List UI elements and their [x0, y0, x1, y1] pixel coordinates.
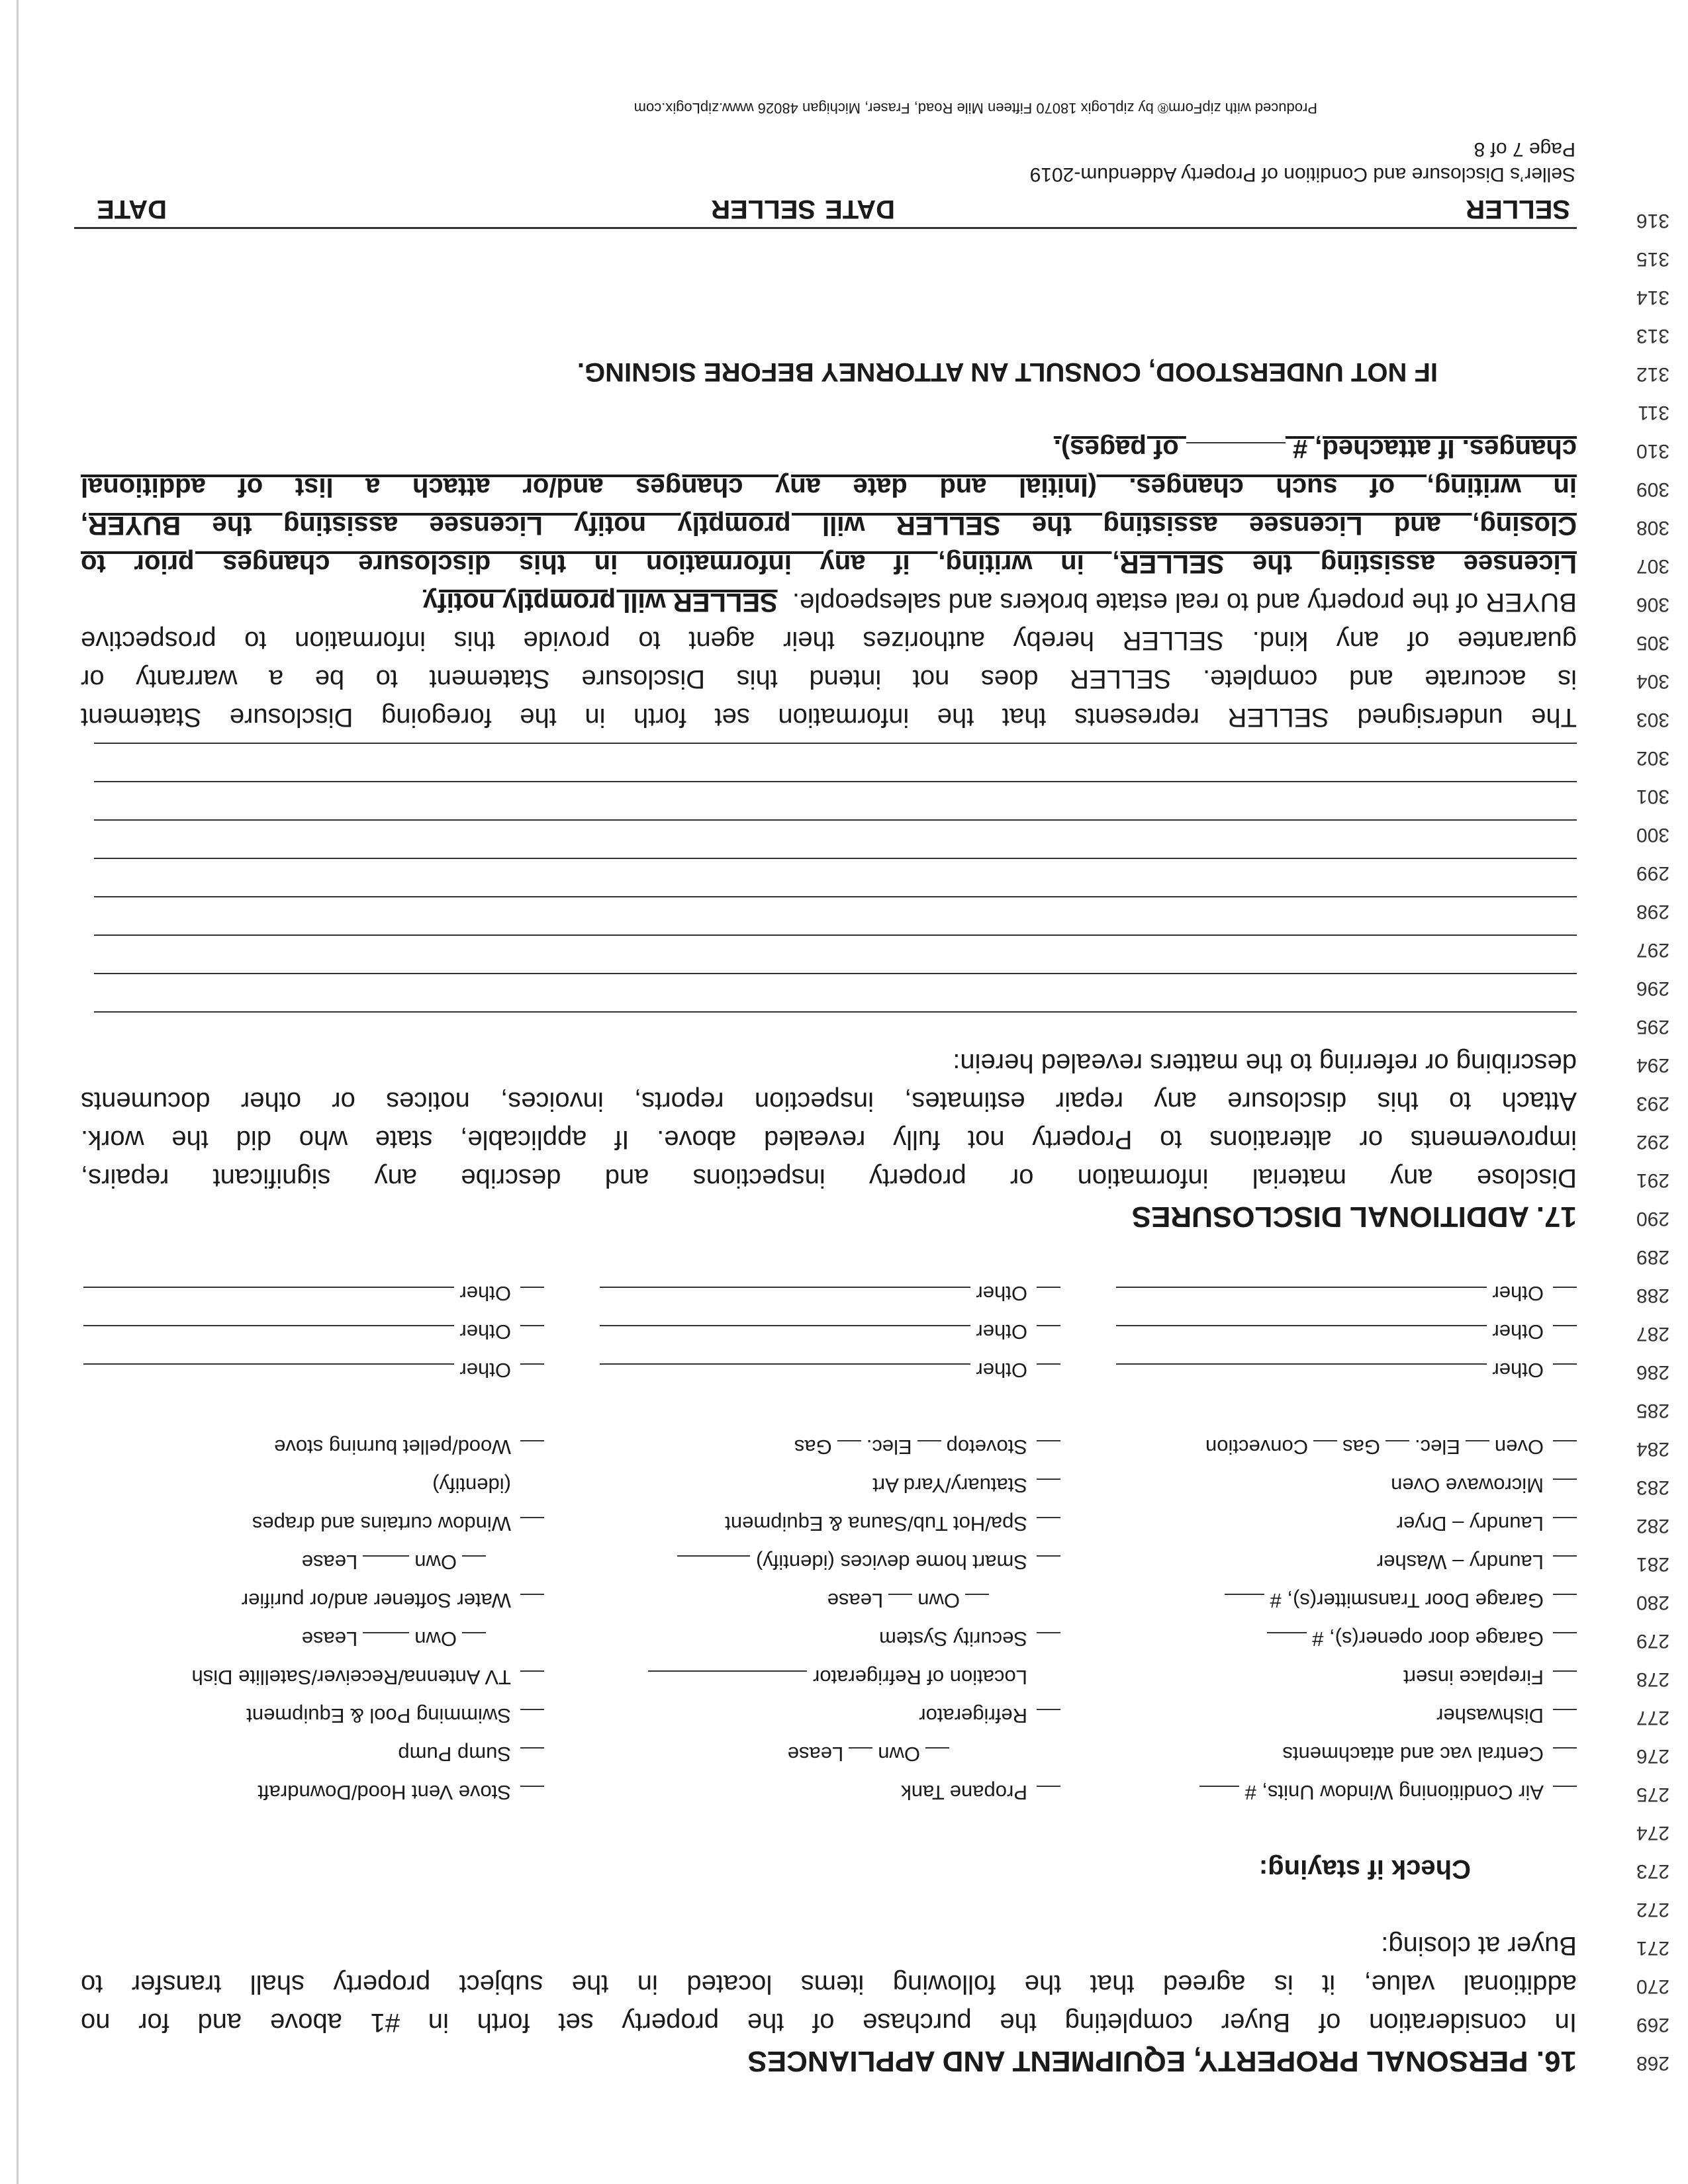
checkbox-other[interactable] — [520, 1363, 544, 1387]
date-label: DATE — [825, 195, 895, 224]
line-number: 295 — [1636, 1016, 1669, 1038]
line-273 — [81, 1848, 1669, 1886]
line-293 — [81, 1080, 1669, 1118]
line-number: 270 — [1636, 1976, 1669, 1997]
line-number: 308 — [1636, 517, 1669, 539]
checkbox-other[interactable] — [520, 1287, 544, 1310]
item-label: Own — [414, 1551, 457, 1574]
item-label: Laundry – Washer — [1376, 1551, 1544, 1574]
line-277 — [81, 1694, 1669, 1733]
line-number: 301 — [1636, 786, 1669, 807]
line-number: 302 — [1636, 747, 1669, 769]
item-label: Convection — [1205, 1435, 1309, 1459]
attorney-warning: IF NOT UNDERSTOOD, CONSULT AN ATTORNEY BEFORE SIGNING. — [577, 357, 1438, 387]
line-number: 269 — [1636, 2014, 1669, 2036]
line-number: 287 — [1636, 1323, 1669, 1345]
page-number: Page 7 of 8 — [1474, 138, 1575, 160]
item-label: Propane Tank — [901, 1781, 1027, 1804]
line-284 — [81, 1426, 1669, 1464]
line-number: 283 — [1636, 1477, 1669, 1498]
checkbox-central-vac[interactable] — [1553, 1747, 1577, 1771]
item-label: Lease — [301, 1627, 358, 1651]
item-label: Air Conditioning Window Units, # — [1244, 1781, 1544, 1804]
checkbox-wood-stove[interactable] — [520, 1440, 544, 1464]
checkbox-refrigerator[interactable] — [1037, 1709, 1060, 1733]
item-label: Statuary/Yard Art — [872, 1474, 1027, 1497]
item-label: Refrigerator — [919, 1704, 1027, 1727]
line-number: 284 — [1636, 1438, 1669, 1460]
item-label: TV Antenna/Receiver/Satellite Dish — [191, 1666, 511, 1689]
checkbox-garage-opener[interactable] — [1553, 1632, 1577, 1656]
statement-text-part: BUYER of the property and to real estate brokers and salespeople. — [792, 588, 1577, 617]
item-label: Oven — [1494, 1435, 1544, 1459]
checkbox-ac-units[interactable] — [1553, 1786, 1577, 1809]
line-number: 306 — [1636, 594, 1669, 615]
checkbox-lease[interactable] — [363, 1632, 409, 1656]
item-label: Other — [1492, 1359, 1544, 1382]
line-309 — [81, 466, 1669, 504]
checkbox-stovetop[interactable] — [1037, 1440, 1060, 1464]
item-label: Fireplace insert — [1403, 1666, 1544, 1689]
statement-bold-text — [81, 432, 1577, 466]
line-number: 303 — [1636, 709, 1669, 731]
line-number: 276 — [1636, 1745, 1669, 1767]
line-number: 293 — [1636, 1093, 1669, 1115]
disclosure-write-line[interactable] — [94, 973, 1577, 974]
checkbox-washer[interactable] — [1553, 1555, 1577, 1579]
item-label: Elec. — [866, 1435, 912, 1459]
line-number: 298 — [1636, 901, 1669, 923]
disclosure-write-line[interactable] — [94, 896, 1577, 897]
checkbox-other[interactable] — [1553, 1287, 1577, 1310]
checkbox-security-system[interactable] — [1037, 1632, 1060, 1656]
attached-pages-field[interactable] — [1186, 442, 1286, 466]
line-299 — [81, 850, 1669, 888]
line-number: 297 — [1636, 939, 1669, 961]
checkbox-gas[interactable] — [1385, 1440, 1409, 1464]
item-label: Gas — [794, 1435, 832, 1459]
line-304 — [81, 658, 1669, 696]
checkbox-gas[interactable] — [837, 1440, 861, 1464]
checkbox-lease[interactable] — [888, 1594, 912, 1617]
checkbox-propane-tank[interactable] — [1037, 1786, 1060, 1809]
line-278 — [81, 1656, 1669, 1694]
attached-label-end: of pages). — [1053, 434, 1179, 463]
line-287 — [81, 1310, 1669, 1349]
smart-home-identify-field[interactable] — [677, 1555, 750, 1579]
other-field[interactable] — [83, 1363, 454, 1387]
line-number: 307 — [1636, 555, 1669, 577]
checkbox-lease[interactable] — [849, 1747, 872, 1771]
checkbox-lease[interactable] — [363, 1555, 409, 1579]
item-label: Microwave Oven — [1391, 1474, 1544, 1497]
item-label: Other — [1492, 1282, 1544, 1305]
line-number: 285 — [1636, 1400, 1669, 1422]
refrigerator-location-field[interactable] — [648, 1670, 807, 1694]
line-276 — [81, 1733, 1669, 1771]
item-label: Stovetop — [946, 1435, 1027, 1459]
checkbox-other[interactable] — [1037, 1287, 1060, 1310]
line-number: 316 — [1636, 210, 1669, 232]
check-if-staying-title: Check if staying: — [1258, 1854, 1471, 1884]
disclosure-write-line[interactable] — [94, 743, 1577, 744]
section-17-text: Attach to this disclosure any repair estimates, inspection reports, invoices, notices or other documents — [81, 1087, 1577, 1116]
section-17-text: describing or referring to the matters revealed herein: — [953, 1048, 1577, 1077]
line-282 — [81, 1502, 1669, 1541]
ac-units-count-field[interactable] — [1199, 1786, 1239, 1809]
other-field[interactable] — [1116, 1287, 1487, 1310]
line-279 — [81, 1617, 1669, 1656]
other-field[interactable] — [1116, 1363, 1487, 1387]
other-field[interactable] — [83, 1325, 454, 1349]
item-label: Sump Pump — [398, 1743, 511, 1766]
line-268 — [81, 2040, 1669, 2078]
line-number: 280 — [1636, 1592, 1669, 1614]
checkbox-tv-antenna[interactable] — [520, 1670, 544, 1694]
item-label: (identify) — [432, 1474, 511, 1497]
section-16-heading: 16. PERSONAL PROPERTY, EQUIPMENT AND APPLIANCES — [747, 2045, 1577, 2077]
line-number: 274 — [1636, 1822, 1669, 1844]
checkbox-other[interactable] — [1037, 1325, 1060, 1349]
line-number: 279 — [1636, 1630, 1669, 1652]
statement-bold-text: Closing, and Licensee assisting the SELLER will promptly notify Licensee assisting the BUYER, — [81, 511, 1577, 540]
item-label: Laundry – Dryer — [1396, 1512, 1544, 1535]
item-label: Security System — [879, 1627, 1027, 1651]
checkbox-other[interactable] — [520, 1325, 544, 1349]
checkbox-own[interactable] — [925, 1747, 949, 1771]
line-number: 290 — [1636, 1208, 1669, 1230]
item-label: Lease — [301, 1551, 358, 1574]
statement-text: is accurate and complete. SELLER does not intend this Disclosure Statement to be a warranty or — [81, 664, 1577, 694]
line-number: 313 — [1636, 325, 1669, 347]
disclosure-write-line[interactable] — [94, 1011, 1577, 1013]
checkbox-sump-pump[interactable] — [520, 1747, 544, 1771]
line-number: 310 — [1636, 440, 1669, 462]
checkbox-other[interactable] — [1553, 1325, 1577, 1349]
section-16-text: In consideration of Buyer completing the purchase of the property set forth in #1 above and for no — [81, 2008, 1577, 2037]
item-label: Location of Refrigerator — [813, 1666, 1027, 1689]
checkbox-other[interactable] — [1553, 1363, 1577, 1387]
section-16-text: additional value, it is agreed that the following items located in the subject property shall transfer to — [81, 1970, 1577, 1999]
date-label: DATE — [97, 195, 167, 224]
line-number: 286 — [1636, 1361, 1669, 1383]
item-label: Own — [414, 1627, 457, 1651]
item-label: Other — [976, 1320, 1027, 1343]
line-number: 275 — [1636, 1784, 1669, 1805]
checkbox-own[interactable] — [462, 1632, 486, 1656]
checkbox-own[interactable] — [965, 1594, 989, 1617]
line-316 — [81, 197, 1669, 236]
line-number: 268 — [1636, 2052, 1669, 2074]
item-label: Spa/Hot Tub/Sauna & Equipment — [725, 1512, 1027, 1535]
line-number: 292 — [1636, 1131, 1669, 1153]
line-number: 300 — [1636, 824, 1669, 846]
producer-footer: Produced with zipForm® by zipLogix 18070 Fifteen Mile Road, Fraser, Michigan 48026 www.zipLogix.com — [633, 100, 1317, 116]
other-field[interactable] — [1116, 1325, 1487, 1349]
line-275 — [81, 1771, 1669, 1809]
item-label: Water Softener and/or purifier — [241, 1589, 511, 1612]
section-17-text: Disclose any material information or property inspections and describe any significant repairs, — [81, 1163, 1577, 1193]
line-number: 304 — [1636, 670, 1669, 692]
line-288 — [81, 1272, 1669, 1310]
line-311 — [81, 389, 1669, 428]
item-label: Other — [976, 1359, 1027, 1382]
section-16-text: Buyer at closing: — [1381, 1931, 1577, 1960]
checkbox-dryer[interactable] — [1553, 1517, 1577, 1541]
line-312 — [81, 351, 1669, 389]
line-307 — [81, 543, 1669, 581]
line-number: 291 — [1636, 1169, 1669, 1191]
line-number: 278 — [1636, 1668, 1669, 1690]
checkbox-other[interactable] — [1037, 1363, 1060, 1387]
line-271 — [81, 1925, 1669, 1963]
line-number: 272 — [1636, 1899, 1669, 1921]
line-310 — [81, 428, 1669, 466]
item-label: Lease — [827, 1589, 884, 1612]
line-number: 277 — [1636, 1707, 1669, 1729]
line-298 — [81, 888, 1669, 927]
item-label: Dishwasher — [1436, 1704, 1544, 1727]
line-302 — [81, 735, 1669, 773]
disclosure-write-line[interactable] — [94, 858, 1577, 859]
line-285 — [81, 1387, 1669, 1426]
statement-bold-text: in writing, of such changes. (Initial and date any changes and/or attach a list of additional — [81, 473, 1577, 502]
signature-line[interactable] — [74, 227, 1577, 229]
line-315 — [81, 236, 1669, 274]
item-label: Stove Vent Hood/Downdraft — [258, 1781, 511, 1804]
item-label: Lease — [787, 1743, 844, 1766]
item-label: Gas — [1342, 1435, 1380, 1459]
scan-edge — [17, 0, 19, 2184]
other-field[interactable] — [83, 1287, 454, 1310]
statement-bold-text: Licensee assisting the SELLER, in writing, if any information in this disclosure changes prior to — [81, 549, 1577, 578]
checkbox-convection[interactable] — [1313, 1440, 1337, 1464]
checkbox-fireplace-insert[interactable] — [1553, 1670, 1577, 1694]
line-280 — [81, 1579, 1669, 1617]
line-296 — [81, 965, 1669, 1003]
line-number: 294 — [1636, 1054, 1669, 1076]
line-305 — [81, 619, 1669, 658]
line-269 — [81, 2001, 1669, 2040]
other-field[interactable] — [600, 1363, 970, 1387]
checkbox-spa[interactable] — [1037, 1517, 1060, 1541]
line-272 — [81, 1886, 1669, 1925]
disclosure-write-line[interactable] — [94, 819, 1577, 821]
line-289 — [81, 1234, 1669, 1272]
statement-text — [81, 585, 1577, 619]
item-label: Swimming Pool & Equipment — [246, 1704, 511, 1727]
item-label: Own — [917, 1589, 960, 1612]
attached-label: changes. If attached, # — [1292, 434, 1577, 463]
checkbox-water-softener[interactable] — [520, 1594, 544, 1617]
checkbox-garage-transmitter[interactable] — [1553, 1594, 1577, 1617]
item-label: Other — [459, 1320, 511, 1343]
line-300 — [81, 811, 1669, 850]
item-label: Wood/pellet burning stove — [274, 1435, 511, 1459]
section-17-text: improvements or alterations to Property not fully revealed above. If applicable, state who did the work. — [81, 1125, 1577, 1154]
line-292 — [81, 1118, 1669, 1157]
checkbox-dishwasher[interactable] — [1553, 1709, 1577, 1733]
line-number: 299 — [1636, 862, 1669, 884]
disclosure-write-line[interactable] — [94, 934, 1577, 936]
checkbox-own[interactable] — [462, 1555, 486, 1579]
line-308 — [81, 504, 1669, 543]
item-label: Garage Door Transmitter(s), # — [1270, 1589, 1544, 1612]
checkbox-microwave[interactable] — [1553, 1479, 1577, 1502]
line-291 — [81, 1157, 1669, 1195]
item-label: Smart home devices (identify) — [755, 1551, 1027, 1574]
line-number: 273 — [1636, 1860, 1669, 1882]
item-label: Elec. — [1414, 1435, 1460, 1459]
seller-signature-label: SELLER — [1466, 195, 1570, 224]
line-297 — [81, 927, 1669, 965]
line-number: 311 — [1638, 402, 1669, 424]
line-number: 271 — [1636, 1937, 1669, 1959]
other-field[interactable] — [600, 1325, 970, 1349]
statement-text: guarantee of any kind. SELLER hereby authorizes their agent to provide this information to prospective — [81, 626, 1577, 655]
line-303 — [81, 696, 1669, 735]
garage-opener-count-field[interactable] — [1267, 1632, 1307, 1656]
line-number: 309 — [1636, 478, 1669, 500]
item-label: Central vac and attachments — [1282, 1743, 1544, 1766]
checkbox-window-curtains[interactable] — [520, 1517, 544, 1541]
line-number: 281 — [1636, 1553, 1669, 1575]
line-281 — [81, 1541, 1669, 1579]
item-label: Other — [459, 1359, 511, 1382]
line-286 — [81, 1349, 1669, 1387]
item-label: Window curtains and drapes — [252, 1512, 511, 1535]
line-306 — [81, 581, 1669, 619]
item-label: Other — [1492, 1320, 1544, 1343]
checkbox-oven[interactable] — [1553, 1440, 1577, 1464]
transmitter-count-field[interactable] — [1225, 1594, 1264, 1617]
other-field[interactable] — [600, 1287, 970, 1310]
seller-signature-label: SELLER — [711, 195, 816, 224]
line-number: 312 — [1636, 363, 1669, 385]
line-290 — [81, 1195, 1669, 1234]
line-294 — [81, 1042, 1669, 1080]
line-314 — [81, 274, 1669, 312]
item-label: Other — [976, 1282, 1027, 1305]
checkbox-smart-home[interactable] — [1037, 1555, 1060, 1579]
checkbox-elec[interactable] — [1466, 1440, 1489, 1464]
line-270 — [81, 1963, 1669, 2001]
line-283 — [81, 1464, 1669, 1502]
line-number: 288 — [1636, 1285, 1669, 1306]
line-number: 315 — [1636, 248, 1669, 270]
checkbox-stove-vent[interactable] — [520, 1786, 544, 1809]
item-label: Garage door opener(s), # — [1312, 1627, 1544, 1651]
line-274 — [81, 1809, 1669, 1848]
item-label: Own — [878, 1743, 920, 1766]
disclosure-write-line[interactable] — [94, 781, 1577, 782]
statement-bold-part: SELLER will promptly notify — [423, 588, 778, 617]
checkbox-statuary[interactable] — [1037, 1479, 1060, 1502]
line-number: 289 — [1636, 1246, 1669, 1268]
checkbox-elec[interactable] — [917, 1440, 941, 1464]
line-number: 296 — [1636, 978, 1669, 999]
form-name: Seller’s Disclosure and Condition of Property Addendum-2019 — [1029, 163, 1575, 185]
item-label: Other — [459, 1282, 511, 1305]
line-295 — [81, 1003, 1669, 1042]
line-301 — [81, 773, 1669, 811]
line-313 — [81, 312, 1669, 351]
line-number: 305 — [1636, 632, 1669, 654]
checkbox-swimming-pool[interactable] — [520, 1709, 544, 1733]
statement-text: The undersigned SELLER represents that the information set forth in the foregoing Disclosure Statement — [81, 703, 1577, 732]
section-17-heading: 17. ADDITIONAL DISCLOSURES — [1131, 1201, 1577, 1233]
line-number: 282 — [1636, 1515, 1669, 1537]
line-number: 314 — [1636, 287, 1669, 308]
